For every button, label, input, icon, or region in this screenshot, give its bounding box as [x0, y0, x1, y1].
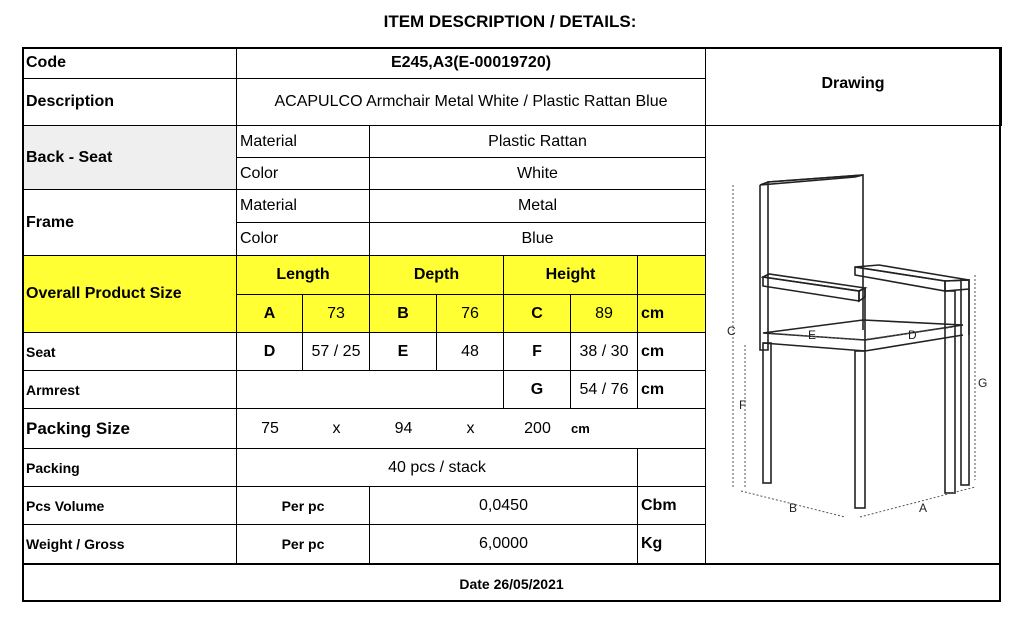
height-header: Height: [504, 256, 638, 295]
dim-f-label: F: [504, 333, 571, 371]
packing-length: 75: [261, 419, 279, 437]
chair-drawing-svg: [705, 125, 1001, 563]
back-seat-material-label: Material: [237, 126, 370, 158]
description-label: Description: [23, 79, 237, 126]
code-value: E245,A3(E-00019720): [237, 48, 706, 79]
overall-size-label: Overall Product Size: [23, 256, 237, 333]
frame-material: Metal: [370, 190, 706, 223]
drawing-label-d: D: [908, 328, 917, 342]
frame-material-label: Material: [237, 190, 370, 223]
dim-f-value: 38 / 30: [571, 333, 638, 371]
date-text: Date 26/05/2021: [459, 575, 564, 592]
page-title: ITEM DESCRIPTION / DETAILS:: [383, 12, 637, 31]
armrest-unit: cm: [638, 371, 706, 409]
weight-per: Per pc: [237, 525, 370, 564]
back-seat-color-label: Color: [237, 158, 370, 190]
packing-value: 40 pcs / stack: [237, 449, 638, 487]
dim-e-label: E: [370, 333, 437, 371]
depth-header: Depth: [370, 256, 504, 295]
dim-g-value: 54 / 76: [571, 371, 638, 409]
dim-c-value: 89: [571, 295, 638, 333]
code-label: Code: [23, 48, 237, 79]
packing-label: Packing: [23, 449, 237, 487]
dim-g-label: G: [504, 371, 571, 409]
length-header: Length: [237, 256, 370, 295]
packing-size-unit: cm: [571, 421, 590, 436]
packing-width: 94: [394, 419, 413, 437]
volume-label: Pcs Volume: [23, 487, 237, 525]
dim-b-value: 76: [437, 295, 504, 333]
back-seat-label: Back - Seat: [23, 126, 237, 190]
dim-e-value: 48: [437, 333, 504, 371]
back-seat-color: White: [370, 158, 706, 190]
volume-per: Per pc: [237, 487, 370, 525]
drawing-label-f: F: [739, 398, 747, 412]
drawing-label-g: G: [978, 376, 988, 390]
frame-label: Frame: [23, 190, 237, 256]
packing-height: 200: [524, 419, 551, 437]
back-seat-material: Plastic Rattan: [370, 126, 706, 158]
seat-label: Seat: [23, 333, 237, 371]
packing-x1: x: [332, 419, 341, 437]
volume-value: 0,0450: [370, 487, 638, 525]
weight-label: Weight / Gross: [23, 525, 237, 564]
volume-unit: Cbm: [638, 487, 706, 525]
overall-unit: cm: [638, 295, 706, 333]
drawing-label-c: C: [727, 324, 736, 338]
date-footer: [22, 563, 1001, 602]
dim-d-value: 57 / 25: [303, 333, 370, 371]
weight-unit: Kg: [638, 525, 706, 564]
dim-c-label: C: [504, 295, 571, 333]
dim-b-label: B: [370, 295, 437, 333]
armrest-label: Armrest: [23, 371, 237, 409]
seat-unit: cm: [638, 333, 706, 371]
packing-x2: x: [466, 419, 475, 437]
drawing-title: Drawing: [821, 75, 885, 92]
frame-color-label: Color: [237, 223, 370, 256]
drawing-label-e: E: [808, 328, 817, 342]
packing-size-label: Packing Size: [23, 409, 237, 449]
drawing-label-b: B: [789, 501, 798, 515]
dim-a-value: 73: [303, 295, 370, 333]
chair-drawing: [705, 125, 1001, 563]
drawing-label-a: A: [919, 501, 928, 515]
frame-color: Blue: [370, 223, 706, 256]
dim-d-label: D: [237, 333, 303, 371]
weight-value: 6,0000: [370, 525, 638, 564]
description-value: ACAPULCO Armchair Metal White / Plastic Rattan Blue: [237, 79, 706, 126]
dim-a-label: A: [237, 295, 303, 333]
